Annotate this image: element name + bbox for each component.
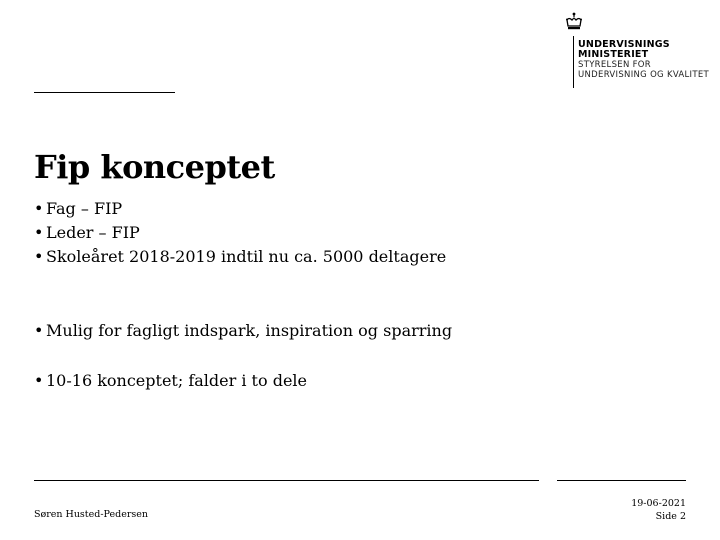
footer-meta [631, 497, 686, 523]
footer-rule-right [557, 480, 686, 481]
bullet-text: Fag – FIP [46, 199, 123, 218]
bullet-list [34, 197, 452, 393]
ministry-logo [556, 12, 710, 82]
bullet-text: Skoleåret 2018-2019 indtil nu ca. 5000 deltagere [46, 247, 447, 266]
bullet-marker: • [34, 199, 44, 218]
bullet-text: 10-16 konceptet; falder i to dele [46, 371, 307, 390]
bullet-item [34, 197, 452, 221]
bullet-marker: • [34, 223, 44, 242]
bullet-marker: • [34, 321, 44, 340]
slide-title: Fip konceptet [34, 148, 275, 186]
bullet-item [34, 369, 452, 393]
bullet-item [34, 221, 452, 245]
logo-text [578, 40, 709, 80]
logo-line-3: STYRELSEN FOR [578, 60, 652, 70]
bullet-item [34, 245, 452, 269]
bullet-item [34, 319, 452, 343]
title-rule [34, 92, 175, 93]
footer-date: 19-06-2021 [631, 498, 686, 509]
bullet-marker: • [34, 371, 44, 390]
logo-line-2: MINISTERIET [578, 49, 649, 60]
bullet-marker: • [34, 247, 44, 266]
logo-line-1: UNDERVISNINGS [578, 39, 670, 50]
footer-author: Søren Husted-Pedersen [34, 509, 148, 520]
logo-divider [573, 36, 574, 88]
bullet-text: Mulig for fagligt indspark, inspiration og sparring [46, 321, 453, 340]
crown-icon [564, 12, 584, 32]
footer-page-number: Side 2 [655, 511, 686, 522]
logo-line-4: UNDERVISNING OG KVALITET [578, 70, 710, 80]
footer-rule-left [34, 480, 539, 481]
bullet-text: Leder – FIP [46, 223, 140, 242]
